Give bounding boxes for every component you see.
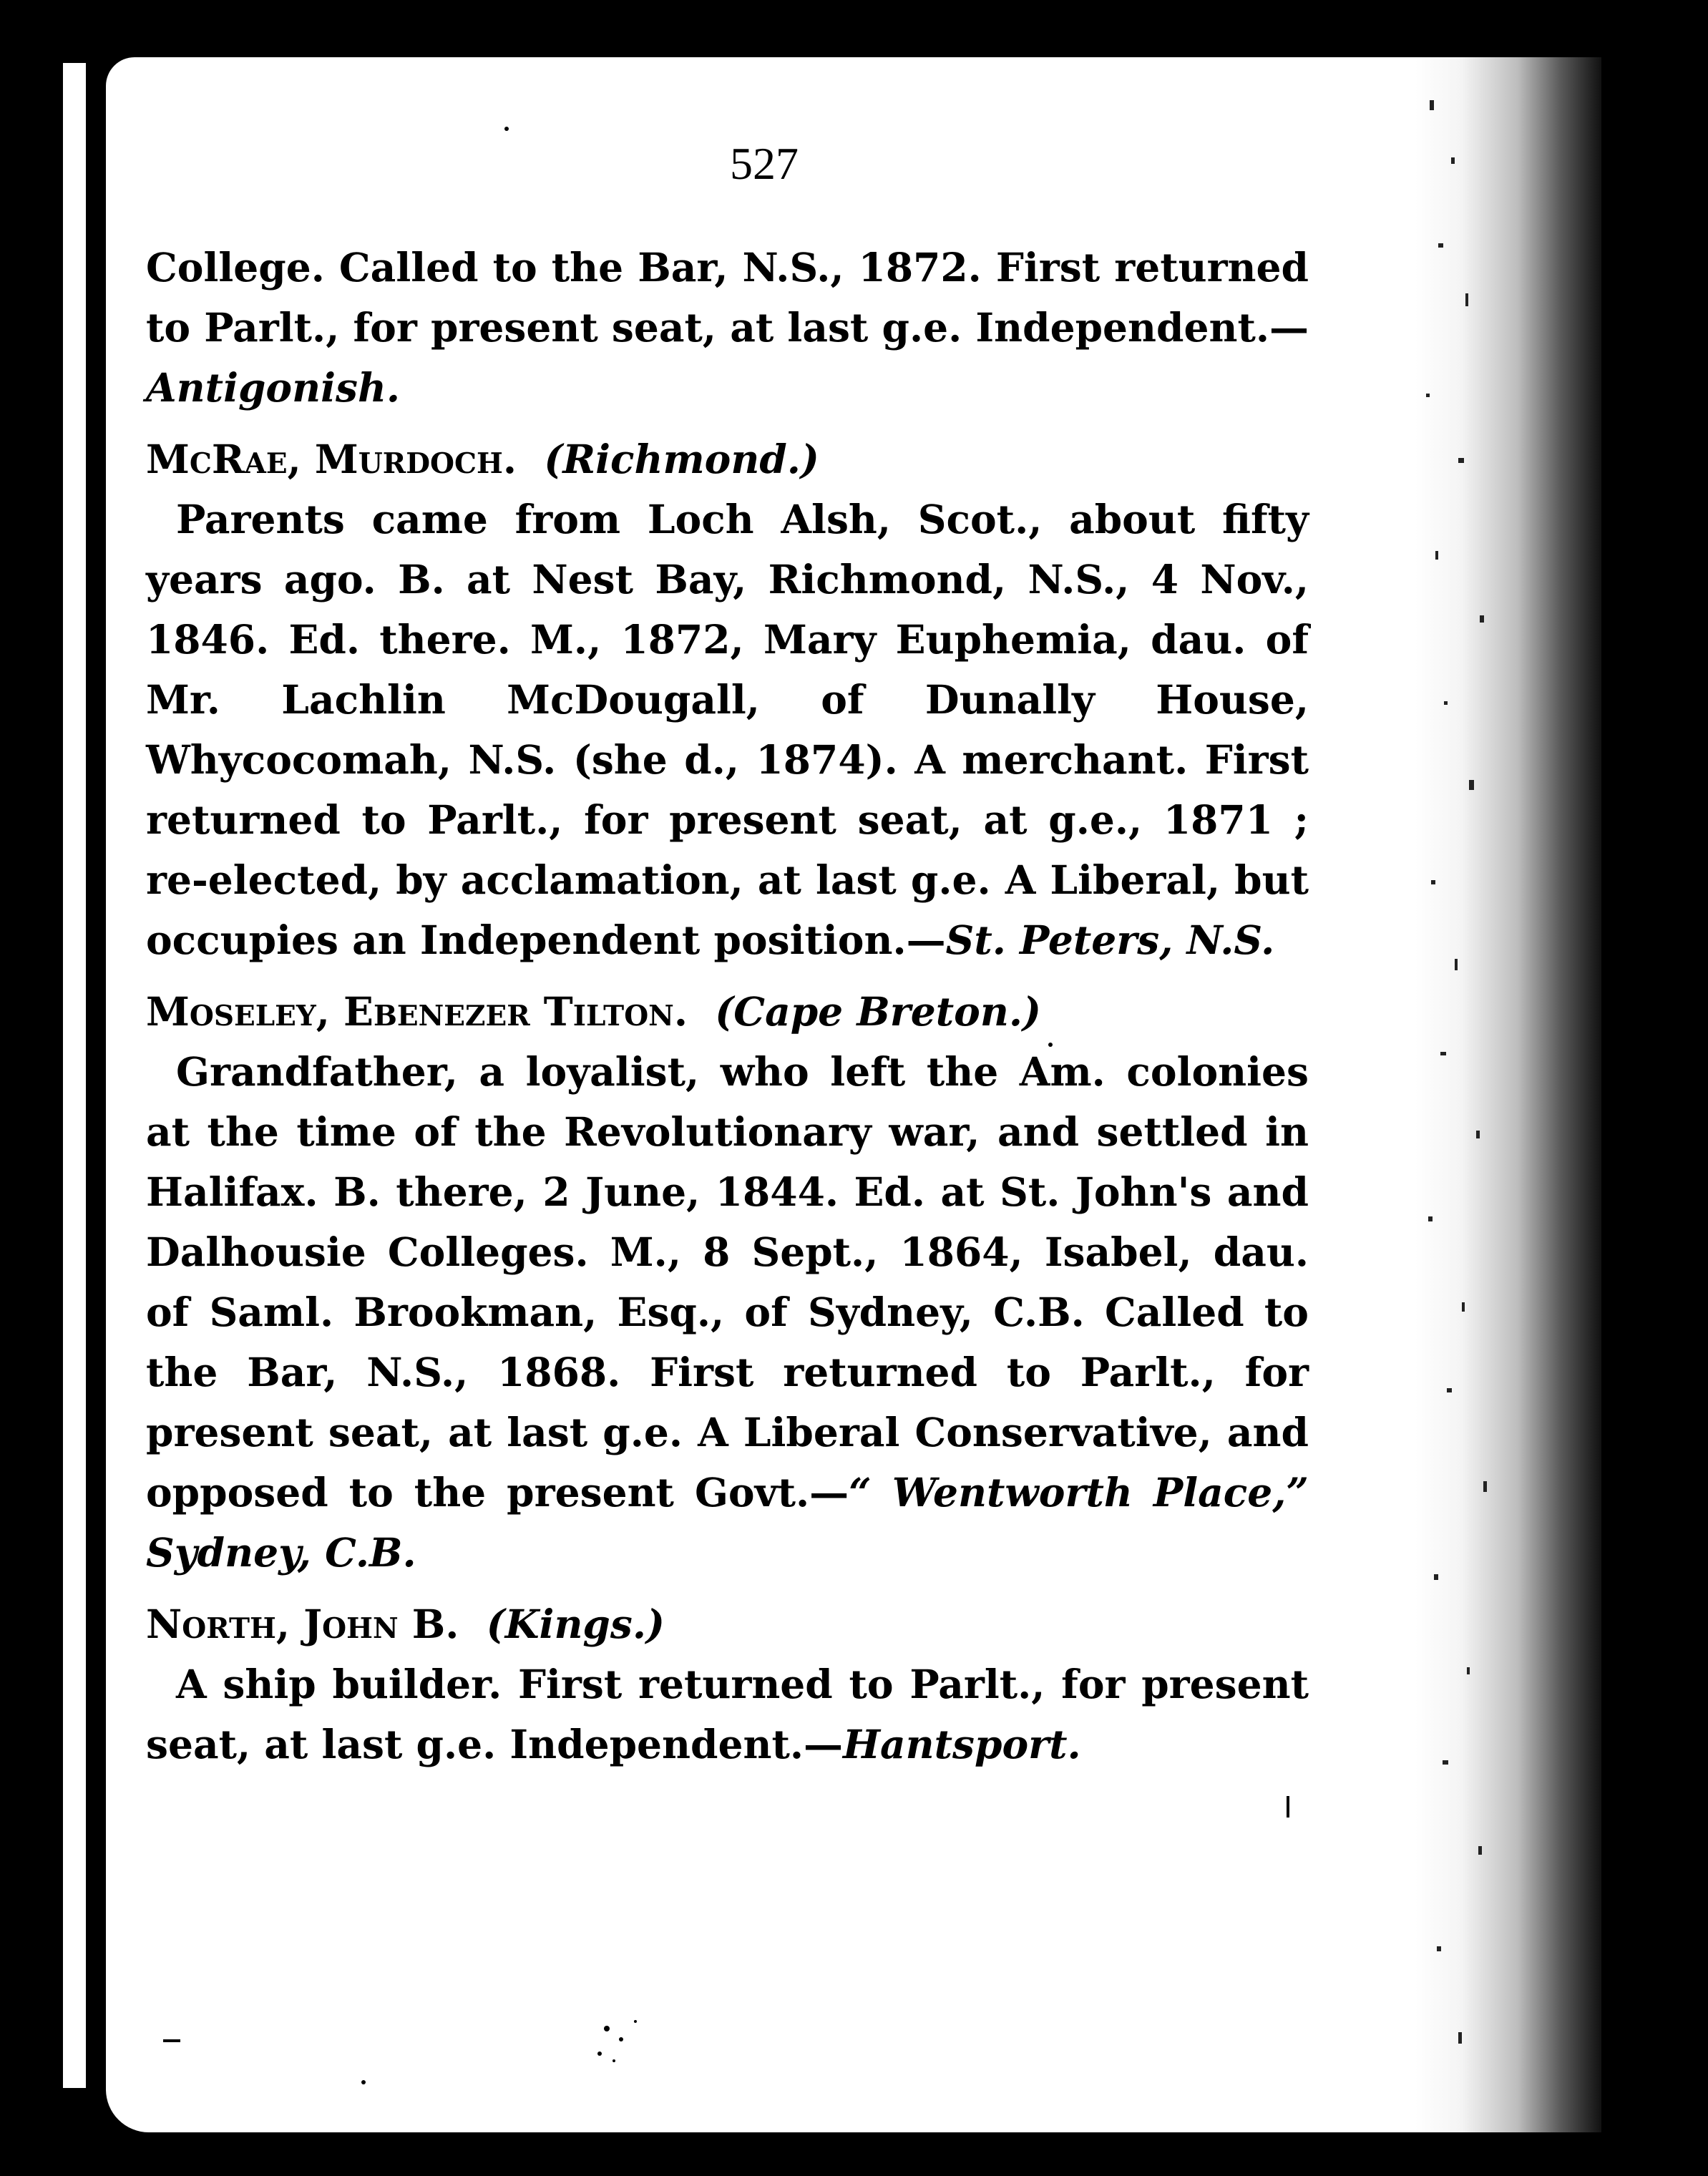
entry-name: Moseley, Ebenezer Tilton. [146, 988, 688, 1035]
edge-specks [1415, 57, 1601, 2132]
page-left-edge [63, 63, 86, 2088]
entry-address: “ Wentworth Place,” Sydney, C.B. [146, 1469, 1309, 1576]
page-edge-shadow [1415, 57, 1601, 2132]
entry-constituency: (Cape Breton.) [715, 988, 1042, 1035]
entry-address: St. Peters, N.S. [945, 917, 1275, 963]
scan-specks [106, 57, 1415, 2132]
entry-body-text: Grandfather, a loyalist, who left the Am. colonies at the time of the Revolutionary war, and settled in Halifax. B. there, 2 June, 1844. Ed. at St. John's and Dalhousie Colleges. M., 8 Sept., 1864, Isabel, dau. of Saml. Brookman, Esq., of Sydney, C.B. Called to the Bar, N.S., 1868. First returned to Parlt., for present seat, at last g.e. A Liberal Conservative, and opposed to the present Govt.— [146, 1048, 1309, 1516]
entry-constituency: (Kings.) [486, 1601, 665, 1647]
continuation-text: College. Called to the Bar, N.S., 1872. First returned to Parlt., for present seat, at last g.e. Independent.— [146, 244, 1309, 351]
entry-constituency: (Richmond.) [544, 436, 819, 482]
entry-address: Hantsport. [843, 1721, 1081, 1767]
entry-name: North, John B. [146, 1601, 459, 1647]
book-page [106, 57, 1601, 2132]
entry-body-text: Parents came from Loch Alsh, Scot., about fifty years ago. B. at Nest Bay, Richmond, N.S., 4 Nov., 1846. Ed. there. M., 1872, Mary Euphemia, dau. of Mr. Lachlin McDougall, of Dunally House, Whycocomah, N.S. (she d., 1874). A merchant. First returned to Parlt., for present seat, at g.e., 1871 ; re-elected, by acclamation, at last g.e. A Liberal, but occupies an Independent position.— [146, 496, 1309, 963]
entry-name: McRae, Murdoch. [146, 436, 517, 482]
page-number: 527 [730, 138, 799, 189]
continuation-place: Antigonish. [146, 364, 401, 411]
entry-body-text: A ship builder. First returned to Parlt., for present seat, at last g.e. Independent.— [146, 1661, 1309, 1767]
